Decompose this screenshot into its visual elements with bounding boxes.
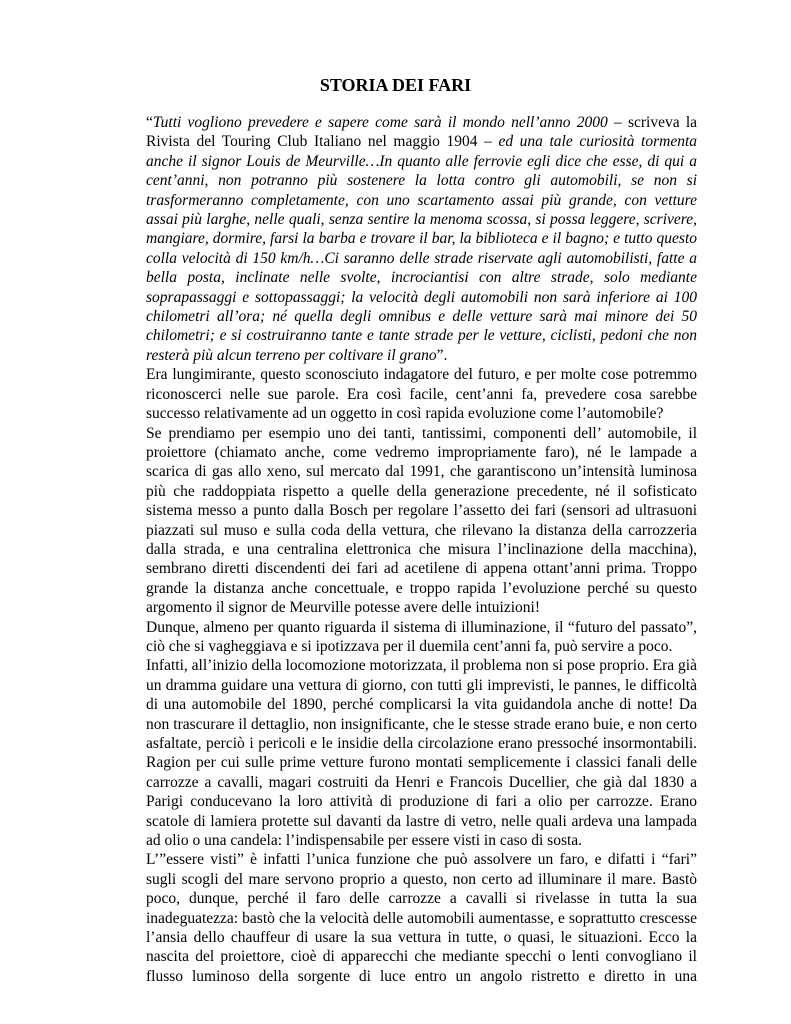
paragraph: Se prendiamo per esempio uno dei tanti, tantissimi, componenti dell’ automobile, il proiettore (chiamato anche, come vedremo impropriamente faro), né le lampade a scarica di gas allo xeno, sul mercato dal 1991, che garantiscono un’intensità luminosa più che raddoppiata rispetto a quelle della generazione precedente, né il sofisticato sistema messo a punto dalla Bosch per regolare l’assetto dei fari (sensori ad ultrasuoni piazzati sul muso e sulla coda della vettura, che rilevano la distanza della carrozzeria dalla strada, e una centralina elettronica che misura l’inclinazione della macchina), sembrano diretti discendenti dei fari ad acetilene di appena ottant’anni prima. Troppo grande la distanza anche concettuale, e troppo rapida l’evoluzione perché su questo argomento il signor de Meurville potesse avere delle intuizioni! [146, 424, 697, 617]
quote-source: scriveva la Rivista del Touring Club Italiano nel maggio 1904 – [146, 114, 698, 151]
close-quote: ”. [436, 346, 448, 364]
paragraph: Dunque, almeno per quanto riguarda il sistema di illuminazione, il “futuro del passato”, ciò che si vagheggiava e si ipotizzava per il duemila cent’anni fa, può servire a poco. [146, 618, 697, 655]
paragraph: Era lungimirante, questo sconosciuto indagatore del futuro, e per molte cose potremmo riconoscerci nelle sue parole. Era così facile, cent’anni fa, prevedere cosa sarebbe successo relativamente ad un oggetto in così rapida evoluzione come l’automobile? [146, 366, 697, 423]
quote-part-1: Tutti vogliono prevedere e sapere come sarà il mondo nell’anno 2000 – [152, 114, 622, 131]
document-body [146, 113, 697, 986]
paragraph: Infatti, all’inizio della locomozione motorizzata, il problema non si pose proprio. Era già un dramma guidare una vettura di giorno, con tutti gli imprevisti, le pannes, le difficoltà di una automobile del 1890, perché complicarsi la vita guidandola anche di notte! Da non trascurare il dettaglio, non insignificante, che le stesse strade erano buie, e non certo asfaltate, perciò i pericoli e le insidie della circolazione erano pressoché insormontabili. Ragion per cui sulle prime vetture furono montati semplicemente i classici fanali delle carrozze a cavalli, magari costruiti da Henri e Francois Ducellier, che già dal 1830 a Parigi conducevano la loro attività di produzione di fari a olio per carrozze. Erano scatole di lamiera protette sul davanti da lastre di vetro, nelle quali ardeva una lampada ad olio o una candela: l’indispensabile per essere visti in caso di sosta. [146, 657, 697, 850]
quote-part-2: ed una tale curiosità tormenta anche il signor Louis de Meurville…In quanto alle ferrovie egli dice che esse, di qui a cent’anni, non potranno più sostenere la lotta contro gli automobili, se non si trasformeranno completamente, con uno scartamento assai più grande, con vetture assai più larghe, nelle quali, senza sentire la menoma scossa, si possa leggere, scrivere, mangiare, dormire, farsi la barba e trovare il bar, la biblioteca e il bagno; e tutto questo colla velocità di 150 km/h…Ci saranno delle strade riservate agli automobilisti, fatte a bella posta, inclinate nelle svolte, incrociantisi con altre strade, solo mediante soprapassaggi e sottopassaggi; la velocità degli automobili non sarà inferiore ai 100 chilometri all’ora; né quella degli omnibus e delle vetture sarà mai minore dei 50 chilometri; e si costruiranno tante e tante strade per le vetture, ciclisti, pedoni che non resterà più alcun terreno per coltivare il grano [146, 133, 698, 364]
paragraph: L’”essere visti” è infatti l’unica funzione che può assolvere un faro, e difatti i “fari” sugli scogli del mare servono proprio a questo, non certo ad illuminare il mare. Bastò poco, dunque, perché il faro delle carrozze a cavalli si rivelasse in tutta la sua inadeguatezza: bastò che la velocità delle automobili aumentasse, e soprattutto crescesse l’ansia dello chauffeur di usare la sua vettura in tutte, o quasi, le situazioni. Ecco la nascita del proiettore, cioè di apparecchi che mediante specchi o lenti convogliano il flusso luminoso della sorgente di luce entro un angolo ristretto e diretto in una [146, 851, 697, 985]
open-quote: “ [146, 114, 153, 131]
paragraph-quote [146, 113, 697, 365]
document-title: STORIA DEI FARI [319, 75, 472, 95]
